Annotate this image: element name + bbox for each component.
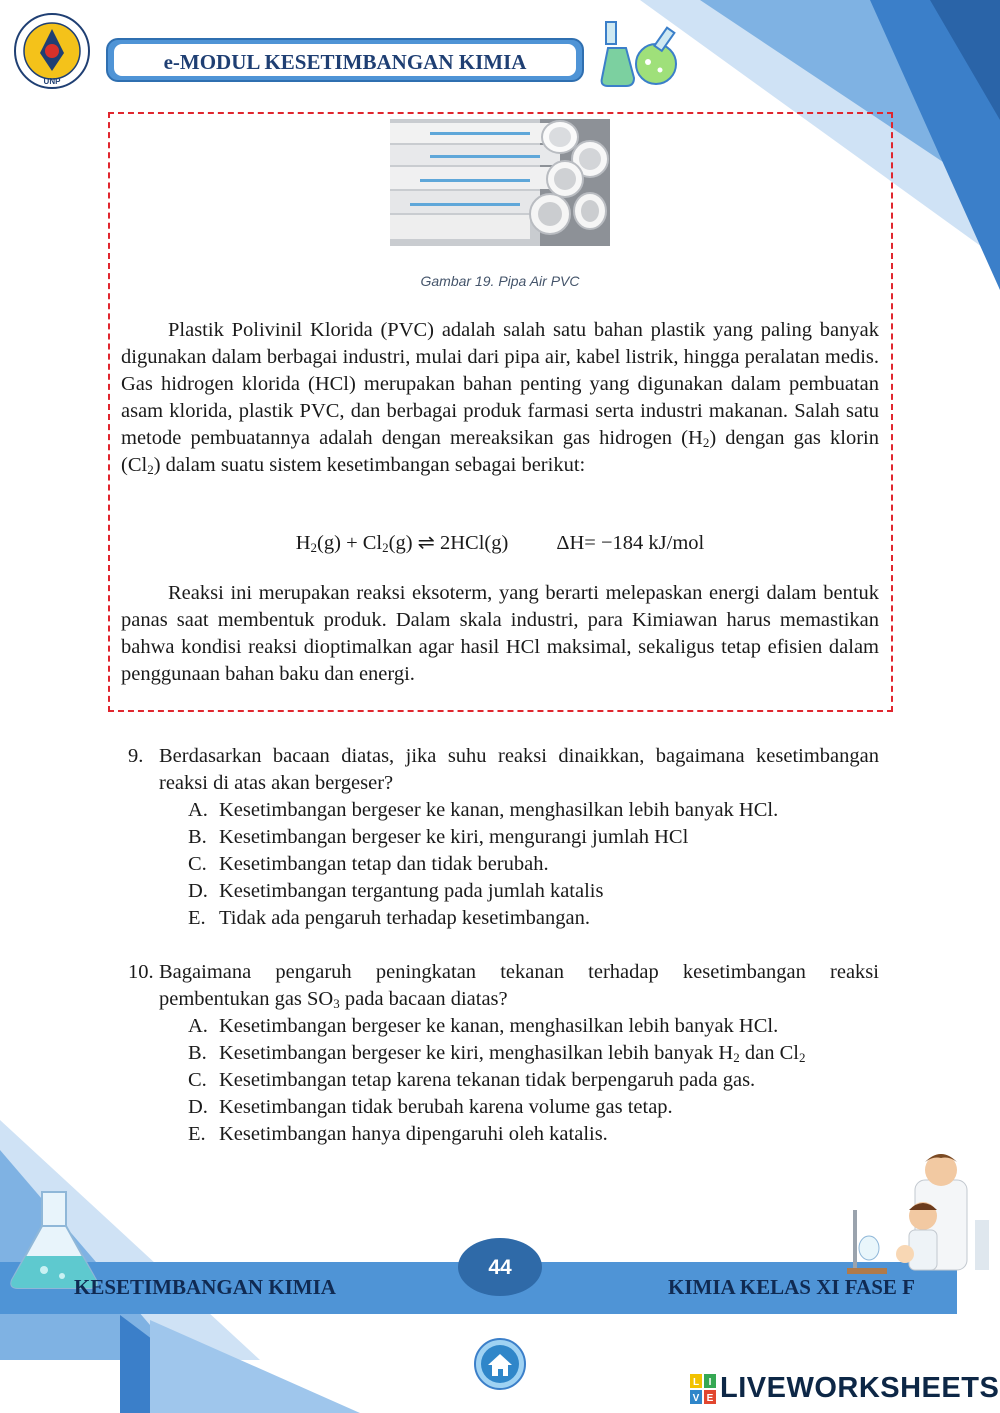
reading-paragraph-1: Plastik Polivinil Klorida (PVC) adalah salah satu bahan plastik yang paling banyak digunakan dalam berbagai industri, mulai dari pipa air, kabel listrik, hingga peralatan medis. Gas hidrogen klorida (HCl) merupakan bahan penting yang digunakan dalam pembuatan asam klorida, plastik PVC, dan berbagai produk farmasi serta industri makanan. Salah satu metode pembuatannya adalah dengan mereaksikan gas hidrogen $(H_2)$ dengan gas klorin $(Cl_2)$ dalam suatu sistem kesetimbangan sebagai berikut: bbox=[121, 319, 879, 477]
option-c[interactable]: C. Kesetimbangan tetap karena tekanan tidak berpengaruh pada gas. bbox=[188, 1069, 756, 1091]
enthalpy-value: ΔH= −184 kJ/mol bbox=[556, 532, 705, 554]
liveworksheets-mark-letter: L bbox=[692, 1377, 700, 1388]
svg-text:UNP: UNP bbox=[43, 77, 61, 86]
scientist-illustration-icon bbox=[845, 1150, 993, 1280]
option-d[interactable]: D. Kesetimbangan tidak berubah karena volume gas tetap. bbox=[188, 1096, 673, 1118]
figure-caption: Gambar 19. Pipa Air PVC bbox=[420, 273, 580, 289]
question-9 bbox=[128, 743, 879, 932]
liveworksheets-mark-icon bbox=[690, 1374, 716, 1404]
flask-icon bbox=[598, 18, 688, 90]
question-text: Berdasarkan bacaan diatas, jika suhu reaksi dinaikkan, bagaimana kesetimbangan reaksi di atas akan bergeser? bbox=[159, 745, 879, 794]
liveworksheets-mark-letter: E bbox=[706, 1393, 714, 1404]
page-number-badge bbox=[458, 1238, 542, 1296]
header-banner bbox=[106, 38, 584, 82]
liveworksheets-mark-letter: I bbox=[708, 1377, 712, 1388]
option-e[interactable]: E. Tidak ada pengaruh terhadap kesetimbangan. bbox=[188, 907, 590, 929]
option-b[interactable]: B. Kesetimbangan bergeser ke kiri, mengurangi jumlah HCl bbox=[188, 826, 689, 848]
option-d[interactable]: D. Kesetimbangan tergantung pada jumlah katalis bbox=[188, 880, 604, 902]
option-a[interactable]: A. Kesetimbangan bergeser ke kanan, menghasilkan lebih banyak HCl. bbox=[188, 799, 779, 821]
option-a[interactable]: A. Kesetimbangan bergeser ke kanan, menghasilkan lebih banyak HCl. bbox=[188, 1015, 779, 1037]
university-logo bbox=[14, 13, 90, 89]
footer-right-title: KIMIA KELAS XI FASE F bbox=[668, 1275, 915, 1299]
liveworksheets-wordmark: LIVEWORKSHEETS bbox=[720, 1372, 1000, 1404]
reading-paragraph-2: Reaksi ini merupakan reaksi eksoterm, yang berarti melepaskan energi dalam bentuk panas saat membentuk produk. Dalam skala industri, para Kimiawan harus memastikan bahwa kondisi reaksi dioptimalkan agar hasil HCl maksimal, sekaligus tetap efisien dalam penggunaan bahan baku dan energi. bbox=[121, 582, 879, 685]
home-icon[interactable] bbox=[474, 1338, 526, 1390]
question-number: 9. bbox=[128, 745, 144, 767]
option-c[interactable]: C. Kesetimbangan tetap dan tidak berubah. bbox=[188, 853, 549, 875]
question-text: Bagaimana pengaruh peningkatan tekanan terhadap kesetimbangan reaksi pembentukan gas $SO_3$ pada bacaan diatas? bbox=[159, 961, 879, 1011]
page-title: e-MODUL KESETIMBANGAN KIMIA bbox=[163, 50, 527, 74]
footer-left-title: KESETIMBANGAN KIMIA bbox=[74, 1275, 336, 1299]
chemical-equation: $H_2(g) + Cl_2(g)$ ⇌ 2HCl(g) ΔH= −184 kJ/mol bbox=[295, 532, 705, 555]
page-number: 44 bbox=[488, 1256, 512, 1279]
liveworksheets-mark-letter: V bbox=[692, 1393, 700, 1404]
question-number: 10. bbox=[128, 961, 154, 983]
pvc-pipe-image bbox=[390, 119, 610, 246]
option-b[interactable]: B. Kesetimbangan bergeser ke kiri, menghasilkan lebih banyak $H_2$ dan $Cl_2$ bbox=[188, 1042, 806, 1065]
option-e[interactable]: E. Kesetimbangan hanya dipengaruhi oleh katalis. bbox=[188, 1123, 608, 1145]
